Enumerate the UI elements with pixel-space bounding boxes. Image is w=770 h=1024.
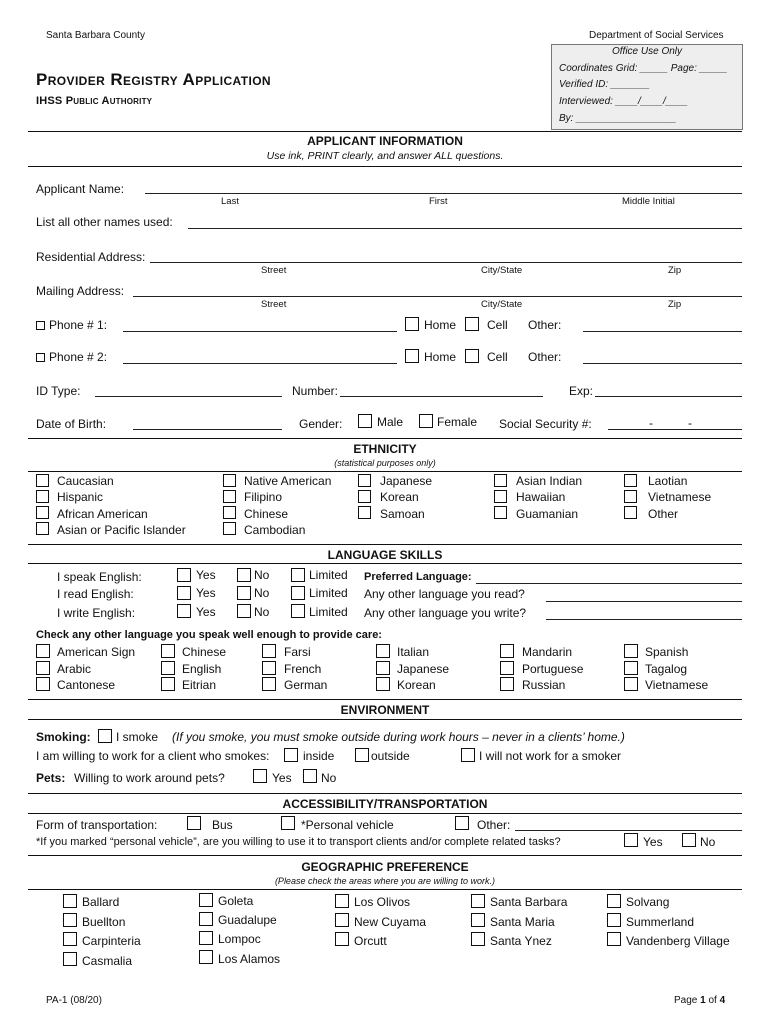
ethnicity-checkbox[interactable] — [358, 506, 371, 519]
read-yes-label: Yes — [196, 586, 216, 600]
write-english-label: I write English: — [57, 606, 136, 620]
other-read-label: Any other language you read? — [364, 587, 525, 601]
mailing-address-label: Mailing Address: — [36, 284, 125, 298]
ethnicity-option: African American — [57, 507, 148, 521]
section-divider — [28, 793, 742, 794]
exp-input[interactable] — [595, 396, 742, 397]
section-divider — [28, 889, 742, 890]
phone2-cell-checkbox[interactable] — [465, 349, 479, 363]
res-zip-caption: Zip — [668, 265, 682, 276]
area-option: Carpinteria — [82, 934, 141, 948]
res-street-caption: Street — [261, 265, 287, 276]
speak-english-label: I speak English: — [57, 570, 142, 584]
language-option: English — [182, 662, 222, 676]
write-limited-checkbox[interactable] — [291, 604, 305, 618]
area-checkbox[interactable] — [607, 932, 621, 946]
language-checkbox[interactable] — [36, 661, 50, 675]
phone1-home-checkbox[interactable] — [405, 317, 419, 331]
department-name: Department of Social Services — [589, 30, 724, 41]
page-number — [674, 995, 725, 1006]
ethnicity-checkbox[interactable] — [36, 490, 49, 503]
language-checkbox[interactable] — [500, 661, 514, 675]
i-smoke-label: I smoke — [116, 730, 159, 744]
area-checkbox[interactable] — [199, 912, 213, 926]
language-checkbox[interactable] — [500, 644, 514, 658]
language-checkbox[interactable] — [36, 644, 50, 658]
ethnicity-checkbox[interactable] — [36, 474, 49, 487]
language-option: Arabic — [57, 662, 92, 676]
language-option: Cantonese — [57, 678, 116, 692]
phone1-other-input[interactable] — [583, 331, 742, 332]
id-type-input[interactable] — [95, 396, 282, 397]
ethnicity-option: Native American — [244, 474, 332, 488]
pets-no-checkbox[interactable] — [303, 769, 317, 783]
phone2-input[interactable] — [123, 363, 397, 364]
pets-no-label: No — [321, 771, 337, 785]
mailing-address-input[interactable] — [133, 296, 742, 297]
ethnicity-checkbox[interactable] — [223, 474, 236, 487]
phone1-checkbox[interactable] — [36, 321, 45, 330]
section-divider — [28, 813, 742, 814]
vehicle-no-label: No — [700, 835, 716, 849]
vehicle-yes-checkbox[interactable] — [624, 833, 638, 847]
ethnicity-option: Asian or Pacific Islander — [57, 523, 186, 537]
ethnicity-option: Caucasian — [57, 474, 114, 488]
language-checkbox[interactable] — [376, 661, 390, 675]
ethnicity-checkbox[interactable] — [624, 474, 637, 487]
no-smoker-label: I will not work for a smoker — [479, 749, 622, 763]
phone2-home-checkbox[interactable] — [405, 349, 419, 363]
section-divider — [28, 471, 742, 472]
write-yes-checkbox[interactable] — [177, 604, 191, 618]
phone1-other-label: Other: — [528, 318, 562, 332]
language-checkbox[interactable] — [500, 677, 514, 691]
ethnicity-checkbox[interactable] — [494, 506, 507, 519]
inside-checkbox[interactable] — [284, 748, 298, 762]
language-checkbox[interactable] — [161, 661, 175, 675]
female-checkbox[interactable] — [419, 414, 433, 428]
transport-other-input[interactable] — [515, 830, 742, 831]
ethnicity-option: Hawaiian — [516, 490, 566, 504]
language-checkbox[interactable] — [161, 644, 175, 658]
section-divider — [28, 438, 742, 439]
area-option: Orcutt — [354, 934, 387, 948]
write-limited-label: Limited — [309, 605, 348, 619]
area-checkbox[interactable] — [471, 913, 485, 927]
area-checkbox[interactable] — [471, 932, 485, 946]
language-option: Russian — [522, 678, 566, 692]
language-checkbox[interactable] — [161, 677, 175, 691]
applicant-name-input[interactable] — [145, 193, 742, 194]
section-divider — [28, 166, 742, 167]
transport-form-label: Form of transportation: — [36, 818, 158, 832]
applicant-instruction: Use ink, PRINT clearly, and answer ALL questions. — [266, 150, 504, 162]
write-no-checkbox[interactable] — [237, 604, 251, 618]
dob-input[interactable] — [133, 429, 282, 430]
ethnicity-option: Laotian — [648, 474, 688, 488]
read-no-checkbox[interactable] — [237, 586, 251, 600]
ethnicity-checkbox[interactable] — [36, 506, 49, 519]
willing-smokers-label: I am willing to work for a client who smokes: — [36, 749, 270, 763]
area-option: Los Olivos — [354, 895, 411, 909]
smoke-note: (If you smoke, you must smoke outside during work hours – never in a clients’ home.) — [172, 730, 625, 744]
area-checkbox[interactable] — [335, 913, 349, 927]
applicant-heading: APPLICANT INFORMATION — [307, 134, 463, 148]
ethnicity-heading: ETHNICITY — [353, 442, 417, 456]
read-no-label: No — [254, 586, 270, 600]
office-use-heading: Office Use Only — [611, 46, 683, 57]
speak-limited-label: Limited — [309, 568, 348, 582]
area-option: Vandenberg Village — [626, 934, 730, 948]
area-checkbox[interactable] — [63, 913, 77, 927]
form-id: PA-1 (08/20) — [46, 995, 102, 1006]
area-checkbox[interactable] — [335, 932, 349, 946]
section-divider — [28, 131, 742, 132]
page-word: Page — [674, 995, 698, 1006]
read-yes-checkbox[interactable] — [177, 586, 191, 600]
transport-heading: ACCESSIBILITY/TRANSPORTATION — [282, 797, 488, 811]
ssn-label: Social Security #: — [499, 417, 592, 431]
vehicle-no-checkbox[interactable] — [682, 833, 696, 847]
last-name-caption: Last — [221, 196, 239, 207]
vehicle-yes-label: Yes — [643, 835, 663, 849]
language-option: Portuguese — [522, 662, 584, 676]
phone1-cell-label: Cell — [487, 318, 508, 332]
residential-address-label: Residential Address: — [36, 250, 146, 264]
geo-note: (Please check the areas where you are willing to work.) — [274, 876, 496, 886]
personal-vehicle-checkbox[interactable] — [281, 816, 295, 830]
ethnicity-checkbox[interactable] — [624, 506, 637, 519]
ethnicity-checkbox[interactable] — [223, 522, 236, 535]
male-label: Male — [377, 415, 404, 429]
section-divider — [28, 563, 742, 564]
exp-label: Exp: — [569, 384, 594, 398]
area-option: Casmalia — [82, 954, 133, 968]
section-divider — [28, 855, 742, 856]
language-option: Spanish — [645, 645, 689, 659]
preferred-language-input[interactable] — [476, 583, 742, 584]
office-verified: Verified ID: _______ — [559, 79, 650, 90]
language-checkbox[interactable] — [376, 677, 390, 691]
transport-other-checkbox[interactable] — [455, 816, 469, 830]
language-checkbox[interactable] — [376, 644, 390, 658]
language-checkbox[interactable] — [262, 644, 276, 658]
area-checkbox[interactable] — [63, 932, 77, 946]
pets-yes-label: Yes — [272, 771, 292, 785]
ssn-dash-1: - — [649, 416, 653, 430]
ethnicity-checkbox[interactable] — [223, 490, 236, 503]
ethnicity-option: Vietnamese — [648, 490, 712, 504]
area-option: Santa Barbara — [490, 895, 568, 909]
office-interviewed: Interviewed: ____/____/____ — [559, 96, 688, 107]
phone1-cell-checkbox[interactable] — [465, 317, 479, 331]
female-label: Female — [437, 415, 478, 429]
read-limited-checkbox[interactable] — [291, 586, 305, 600]
phone2-other-input[interactable] — [583, 363, 742, 364]
residential-address-input[interactable] — [150, 262, 742, 263]
ethnicity-option: Asian Indian — [516, 474, 583, 488]
ethnicity-checkbox[interactable] — [624, 490, 637, 503]
ethnicity-checkbox[interactable] — [358, 490, 371, 503]
language-checkbox[interactable] — [262, 661, 276, 675]
pets-question: Willing to work around pets? — [74, 771, 225, 785]
area-option: New Cuyama — [354, 915, 427, 929]
area-option: Summerland — [626, 915, 695, 929]
ethnicity-option: Japanese — [380, 474, 433, 488]
page-title: Provider Registry Application — [36, 70, 271, 89]
language-heading: LANGUAGE SKILLS — [327, 548, 443, 562]
language-option: German — [284, 678, 328, 692]
write-no-label: No — [254, 605, 270, 619]
check-other-language-label: Check any other language you speak well enough to provide care: — [36, 629, 382, 641]
page-total: 4 — [719, 995, 726, 1006]
read-english-label: I read English: — [57, 587, 134, 601]
of-word: of — [708, 995, 717, 1006]
phone1-label: Phone # 1: — [49, 318, 108, 332]
area-checkbox[interactable] — [607, 913, 621, 927]
area-option: Ballard — [82, 895, 120, 909]
language-checkbox[interactable] — [36, 677, 50, 691]
environment-heading: ENVIRONMENT — [340, 703, 430, 717]
dob-label: Date of Birth: — [36, 417, 107, 431]
i-smoke-checkbox[interactable] — [98, 729, 112, 743]
mail-zip-caption: Zip — [668, 299, 682, 310]
ethnicity-checkbox[interactable] — [36, 522, 49, 535]
id-number-input[interactable] — [340, 396, 543, 397]
language-option: Farsi — [284, 645, 311, 659]
area-option: Santa Maria — [490, 915, 555, 929]
applicant-name-label: Applicant Name: — [36, 182, 125, 196]
ethnicity-checkbox[interactable] — [494, 490, 507, 503]
office-by: By: __________________ — [559, 113, 677, 124]
mail-street-caption: Street — [261, 299, 287, 310]
phone2-label: Phone # 2: — [49, 350, 108, 364]
ethnicity-checkbox[interactable] — [494, 474, 507, 487]
gender-label: Gender: — [299, 417, 343, 431]
id-type-label: ID Type: — [36, 384, 81, 398]
ethnicity-option: Cambodian — [244, 523, 306, 537]
ethnicity-option: Other — [648, 507, 679, 521]
phone1-home-label: Home — [424, 318, 457, 332]
section-divider — [28, 719, 742, 720]
language-checkbox[interactable] — [624, 661, 638, 675]
ethnicity-note: (statistical purposes only) — [334, 458, 436, 468]
pets-yes-checkbox[interactable] — [253, 769, 267, 783]
outside-label: outside — [371, 749, 410, 763]
male-checkbox[interactable] — [358, 414, 372, 428]
other-write-label: Any other language you write? — [364, 606, 527, 620]
phone2-cell-label: Cell — [487, 350, 508, 364]
section-divider — [28, 699, 742, 700]
speak-no-label: No — [254, 568, 270, 582]
speak-yes-checkbox[interactable] — [177, 568, 191, 582]
language-option: Korean — [397, 678, 436, 692]
ethnicity-option: Filipino — [244, 490, 283, 504]
area-option: Buellton — [82, 915, 126, 929]
area-option: Solvang — [626, 895, 670, 909]
id-number-label: Number: — [292, 384, 339, 398]
ethnicity-option: Samoan — [380, 507, 425, 521]
language-option: American Sign — [57, 645, 136, 659]
language-option: Japanese — [397, 662, 450, 676]
ethnicity-option: Guamanian — [516, 507, 579, 521]
inside-label: inside — [303, 749, 335, 763]
smoking-label: Smoking: — [36, 730, 91, 744]
phone2-checkbox[interactable] — [36, 353, 45, 362]
outside-checkbox[interactable] — [355, 748, 369, 762]
personal-vehicle-label: *Personal vehicle — [301, 818, 394, 832]
ethnicity-checkbox[interactable] — [358, 474, 371, 487]
page-subtitle: IHSS Public Authority — [36, 95, 153, 107]
area-checkbox[interactable] — [199, 950, 213, 964]
middle-initial-caption: Middle Initial — [622, 196, 675, 207]
language-option: French — [284, 662, 322, 676]
mail-city-caption: City/State — [481, 299, 523, 310]
phone1-input[interactable] — [123, 331, 397, 332]
bus-checkbox[interactable] — [187, 816, 201, 830]
res-city-caption: City/State — [481, 265, 523, 276]
page-current: 1 — [700, 995, 706, 1006]
language-option: Italian — [397, 645, 430, 659]
read-limited-label: Limited — [309, 586, 348, 600]
language-option: Eitrian — [182, 678, 217, 692]
geo-heading: GEOGRAPHIC PREFERENCE — [301, 860, 469, 874]
area-checkbox[interactable] — [471, 894, 485, 908]
area-checkbox[interactable] — [63, 894, 77, 908]
language-option: Tagalog — [645, 662, 688, 676]
vehicle-question: *If you marked “personal vehicle”, are you willing to use it to transport clients and/or complete related tasks? — [36, 836, 561, 848]
other-names-input[interactable] — [188, 228, 742, 229]
area-option: Guadalupe — [218, 913, 277, 927]
speak-limited-checkbox[interactable] — [291, 568, 305, 582]
ssn-input[interactable] — [608, 429, 742, 430]
area-option: Lompoc — [218, 932, 261, 946]
area-option: Goleta — [218, 894, 254, 908]
other-names-label: List all other names used: — [36, 215, 173, 229]
language-checkbox[interactable] — [262, 677, 276, 691]
area-checkbox[interactable] — [63, 952, 77, 966]
phone2-home-label: Home — [424, 350, 457, 364]
area-checkbox[interactable] — [199, 931, 213, 945]
other-write-input[interactable] — [546, 619, 742, 620]
language-checkbox[interactable] — [624, 677, 638, 691]
county-name: Santa Barbara County — [46, 30, 145, 41]
section-divider — [28, 544, 742, 545]
area-checkbox[interactable] — [607, 894, 621, 908]
preferred-language-label: Preferred Language: — [364, 571, 472, 583]
language-checkbox[interactable] — [624, 644, 638, 658]
language-option: Mandarin — [522, 645, 573, 659]
area-option: Santa Ynez — [490, 934, 552, 948]
no-smoker-checkbox[interactable] — [461, 748, 475, 762]
write-yes-label: Yes — [196, 605, 216, 619]
ethnicity-option: Chinese — [244, 507, 289, 521]
speak-no-checkbox[interactable] — [237, 568, 251, 582]
area-checkbox[interactable] — [199, 893, 213, 907]
office-coordinates: Coordinates Grid: _____ Page: _____ — [559, 63, 728, 74]
ethnicity-option: Korean — [380, 490, 419, 504]
ethnicity-checkbox[interactable] — [223, 506, 236, 519]
first-name-caption: First — [429, 196, 448, 207]
speak-yes-label: Yes — [196, 568, 216, 582]
language-option: Chinese — [182, 645, 227, 659]
other-read-input[interactable] — [546, 601, 742, 602]
area-option: Los Alamos — [218, 952, 281, 966]
language-option: Vietnamese — [645, 678, 709, 692]
ssn-dash-2: - — [688, 416, 692, 430]
ethnicity-option: Hispanic — [57, 490, 104, 504]
phone2-other-label: Other: — [528, 350, 562, 364]
pets-label: Pets: — [36, 771, 66, 785]
bus-label: Bus — [212, 818, 233, 832]
area-checkbox[interactable] — [335, 894, 349, 908]
office-use-box — [551, 44, 743, 130]
transport-other-label: Other: — [477, 818, 511, 832]
